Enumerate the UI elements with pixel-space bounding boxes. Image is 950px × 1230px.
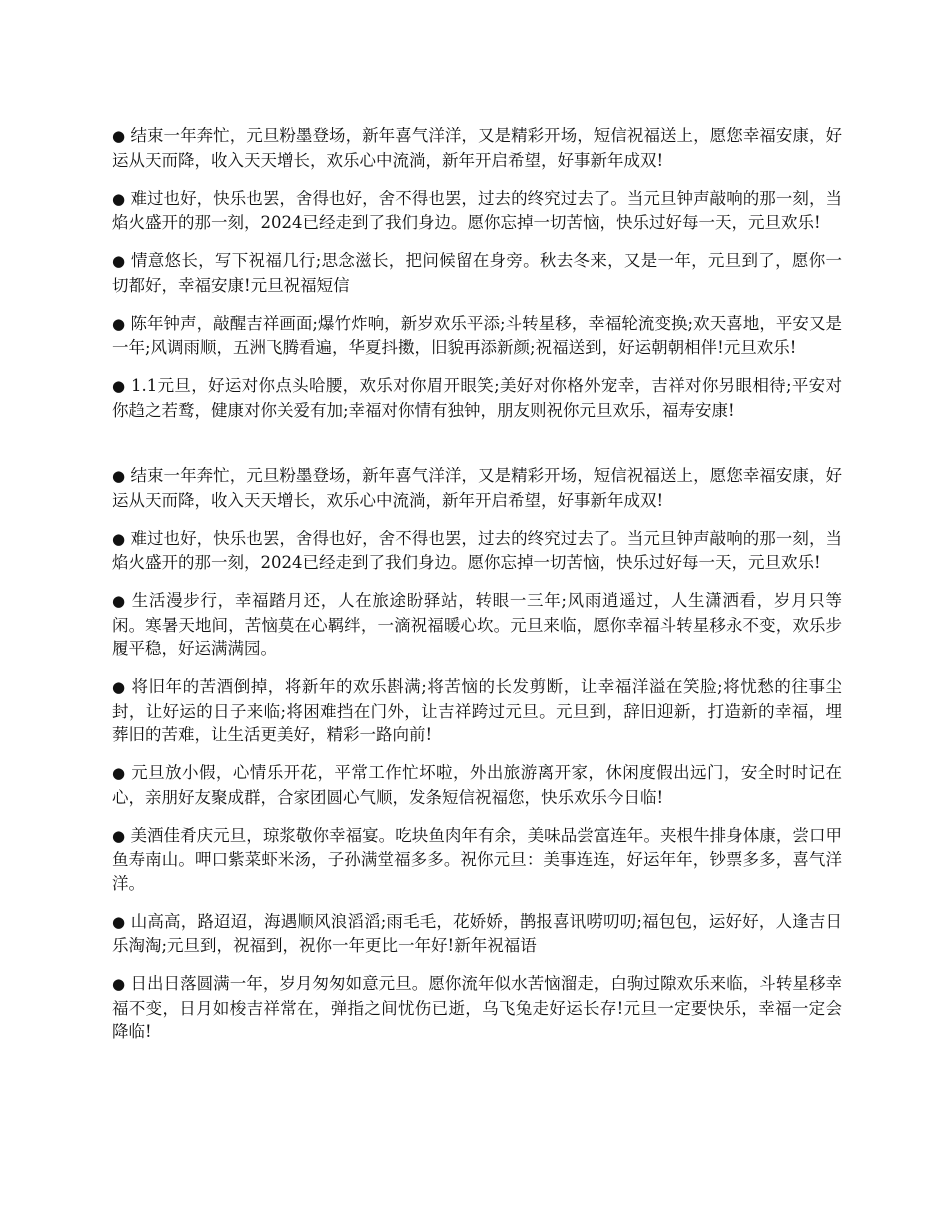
list-item (112, 312, 842, 360)
list-item (112, 249, 842, 297)
item-text: 生活漫步行，幸福踏月还，人在旅途盼驿站，转眼一三年;风雨逍遥过，人生潇洒看，岁月只等闲。寒暑天地间，苦恼莫在心羁绊，一滴祝福暖心坎。元旦来临，愿你幸福斗转星移永不变，欢乐步履平稳，好运满满园。 (112, 591, 842, 658)
item-text: 难过也好，快乐也罢，舍得也好，舍不得也罢，过去的终究过去了。当元旦钟声敲响的那一刻，当焰火盛开的那一刻，2024已经走到了我们身边。愿你忘掉一切苦恼，快乐过好每一天，元旦欢乐! (112, 528, 842, 572)
item-text: 1.1元旦，好运对你点头哈腰，欢乐对你眉开眼笑;美好对你格外宠幸，吉祥对你另眼相待;平安对你趋之若鹜，健康对你关爱有加;幸福对你情有独钟，朋友则祝你元旦欢乐，福寿安康! (112, 376, 843, 420)
item-text: 难过也好，快乐也罢，舍得也好，舍不得也罢，过去的终究过去了。当元旦钟声敲响的那一刻，当焰火盛开的那一刻，2024已经走到了我们身边。愿你忘掉一切苦恼，快乐过好每一天，元旦欢乐! (112, 188, 842, 232)
bullet-icon: ● (112, 127, 126, 145)
list-item (112, 374, 842, 422)
bullet-icon: ● (112, 912, 126, 931)
item-text: 陈年钟声，敲醒吉祥画面;爆竹炸响，新岁欢乐平添;斗转星移，幸福轮流变换;欢天喜地，平安又是一年;风调雨顺，五洲飞腾看遍，华夏抖擞，旧貌再添新颜;祝福送到，好运朝朝相伴!元旦欢乐! (112, 313, 842, 357)
item-text: 结束一年奔忙，元旦粉墨登场，新年喜气洋洋，又是精彩开场，短信祝福送上，愿您幸福安康，好运从天而降，收入天天增长，欢乐心中流淌，新年开启希望，好事新年成双! (112, 126, 842, 170)
bullet-icon: ● (112, 678, 126, 696)
bullet-icon: ● (112, 314, 126, 333)
item-text: 山高高，路迢迢，海遇顺风浪滔滔;雨毛毛，花娇娇，鹊报喜讯唠叨叨;福包包，运好好，人逢吉日乐淘淘;元旦到，祝福到，祝你一年更比一年好!新年祝福语 (112, 911, 843, 955)
list-item (112, 675, 842, 747)
bullet-icon: ● (112, 529, 126, 548)
list-item (112, 124, 842, 172)
list-item (112, 761, 842, 809)
item-text: 美酒佳肴庆元旦，琼浆敬你幸福宴。吃块鱼肉年有余，美味品尝富连年。夹根牛排身体康，尝口甲鱼寿南山。呷口紫菜虾米汤，子孙满堂福多多。祝你元旦：美事连连，好运年年，钞票多多，喜气洋洋。 (112, 825, 842, 893)
list-item (112, 824, 842, 896)
bullet-icon: ● (112, 252, 126, 270)
item-text: 情意悠长，写下祝福几行;思念滋长，把问候留在身旁。秋去冬来，又是一年，元旦到了，愿你一切都好，幸福安康!元旦祝福短信 (112, 251, 842, 295)
list-item (112, 464, 842, 512)
bullet-icon: ● (112, 467, 126, 485)
list-item (112, 589, 842, 661)
list-item (112, 910, 842, 958)
bullet-icon: ● (112, 189, 126, 208)
bullet-icon: ● (112, 975, 126, 993)
section-1 (112, 124, 842, 422)
list-item (112, 527, 842, 575)
item-text: 元旦放小假，心情乐开花，平常工作忙坏啦，外出旅游离开家，休闲度假出远门，安全时时记在心，亲朋好友聚成群，合家团圆心气顺，发条短信祝福您，快乐欢乐今日临! (112, 763, 843, 807)
list-item (112, 187, 842, 235)
bullet-icon: ● (112, 377, 126, 395)
item-text: 结束一年奔忙，元旦粉墨登场，新年喜气洋洋，又是精彩开场，短信祝福送上，愿您幸福安康，好运从天而降，收入天天增长，欢乐心中流淌，新年开启希望，好事新年成双! (112, 466, 842, 510)
section-2 (112, 464, 842, 1044)
bullet-icon: ● (112, 592, 126, 610)
item-text: 将旧年的苦酒倒掉，将新年的欢乐斟满;将苦恼的长发剪断，让幸福洋溢在笑脸;将忧愁的往事尘封，让好运的日子来临;将困难挡在门外，让吉祥跨过元旦。元旦到，辞旧迎新，打造新的幸福，埋葬旧的苦难，让生活更美好，精彩一路向前! (112, 677, 842, 744)
document-page (112, 124, 842, 1058)
bullet-icon: ● (112, 764, 126, 782)
list-item (112, 972, 842, 1044)
item-text: 日出日落圆满一年，岁月匆匆如意元旦。愿你流年似水苦恼溜走，白驹过隙欢乐来临，斗转星移幸福不变，日月如梭吉祥常在，弹指之间忧伤已逝，乌飞兔走好运长存!元旦一定要快乐，幸福一定会降临! (112, 974, 842, 1041)
bullet-icon: ● (112, 826, 126, 845)
